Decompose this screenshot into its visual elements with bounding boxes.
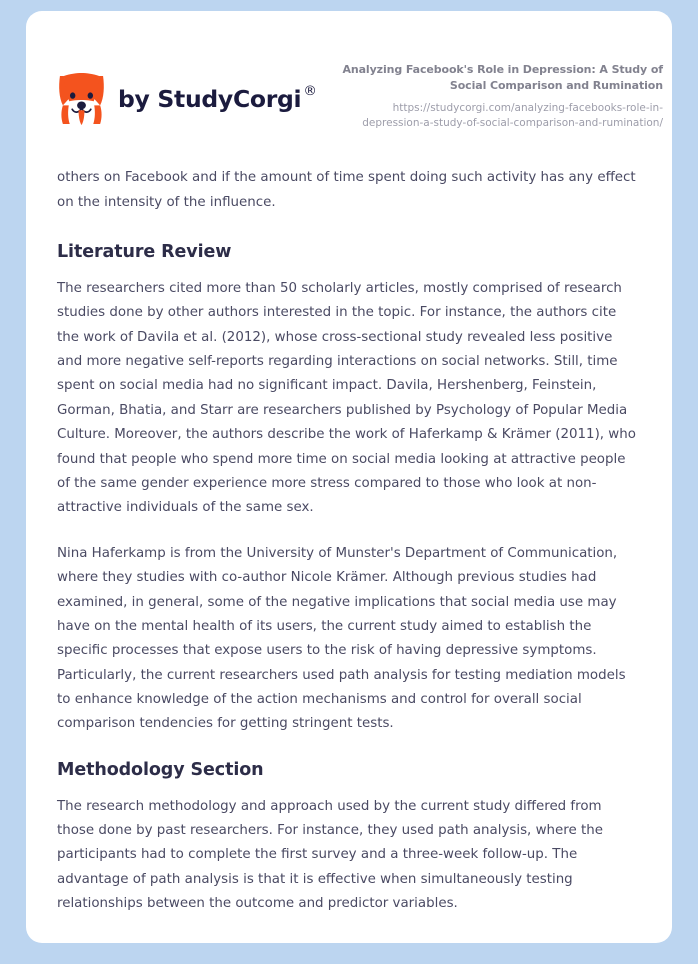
- corgi-mascot-icon: [57, 73, 106, 126]
- registered-trademark-icon: ®: [303, 82, 317, 99]
- intro-paragraph: others on Facebook and if the amount of time spent doing such activity has any effect on the intensity of the influence.: [57, 170, 636, 210]
- section-heading-methodology-section: Methodology Section: [57, 759, 264, 780]
- paragraph: The research methodology and approach used by the current study differed from those done by past researchers. For instance, they used path analysis, where the participants had to complete the first survey and a three-week follow-up. The advantage of path analysis is that it is effective when simultaneously testing relationships between the outcome and predictor variables.: [57, 798, 603, 912]
- document-url[interactable]: https://studycorgi.com/analyzing-facebooks-role-in-depression-a-study-of-social-comparison-and-rumination/: [362, 101, 663, 130]
- document-page: [26, 11, 672, 943]
- document-content: [26, 166, 672, 916]
- document-title: Analyzing Facebook's Role in Depression: A Study of Social Comparison and Rumination: [342, 63, 663, 92]
- paragraph: The researchers cited more than 50 scholarly articles, mostly comprised of research studies done by other authors interested in the topic. For instance, the authors cite the work of Davila et al. (2012), whose cross-sectional study revealed less positive and more negative self-reports regarding interactions on social networks. Still, time spent on social media had no significant impact. Davila, Hershenberg, Feinstein, Gorman, Bhatia, and Starr are researchers published by Psychology of Popular Media Culture. Moreover, the authors describe the work of Haferkamp & Krämer (2011), who found that people who spend more time on social media looking at attractive people of the same gender experience more stress compared to those who look at non-attractive individuals of the same sex.: [57, 280, 636, 516]
- brand-name: by StudyCorgi: [118, 84, 302, 113]
- paragraph: Nina Haferkamp is from the University of Munster's Department of Communication, where they studies with co-author Nicole Krämer. Although previous studies had examined, in general, some of the negative implications that social media use may have on the mental health of its users, the current study aimed to establish the specific processes that expose users to the risk of having depressive symptoms. Particularly, the current researchers used path analysis for testing mediation models to enhance knowledge of the action mechanisms and control for overall social comparison tendencies for getting stringent tests.: [57, 545, 626, 732]
- brand-wordmark: [118, 82, 317, 113]
- document-header: [26, 11, 672, 131]
- studycorgi-brand[interactable]: [57, 60, 317, 126]
- section-heading-literature-review: Literature Review: [57, 242, 232, 263]
- document-meta: [333, 60, 668, 131]
